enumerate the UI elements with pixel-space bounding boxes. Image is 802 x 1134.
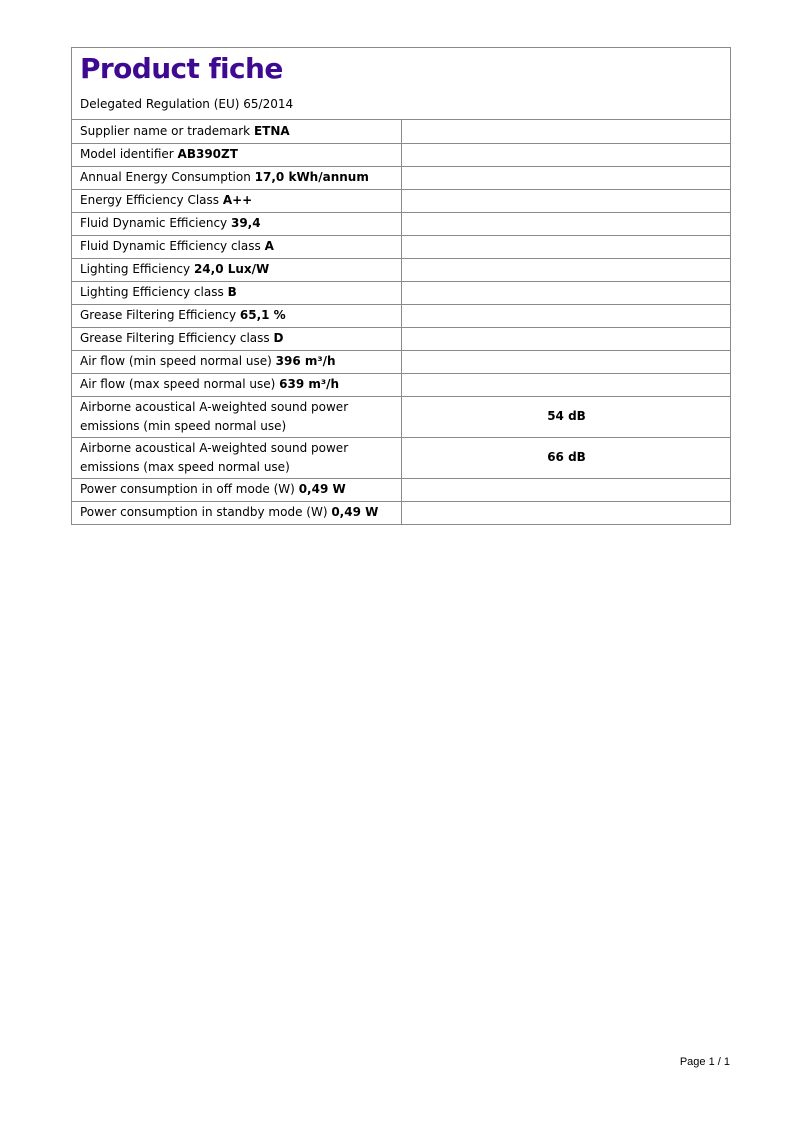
table-row xyxy=(72,166,731,189)
row-value: 39,4 xyxy=(230,216,261,230)
product-fiche-sheet xyxy=(71,47,731,525)
row-value-cell xyxy=(402,501,731,524)
table-row xyxy=(72,437,731,478)
row-value-cell xyxy=(402,373,731,396)
row-label: Lighting Efficiency class xyxy=(80,285,224,299)
row-value-cell xyxy=(402,350,731,373)
row-label-cell xyxy=(72,143,402,166)
table-row xyxy=(72,304,731,327)
row-value: A++ xyxy=(222,193,253,207)
row-label: Airborne acoustical A-weighted sound power emissions (max speed normal use) xyxy=(80,440,349,474)
row-label: Energy Efficiency Class xyxy=(80,193,220,207)
table-row xyxy=(72,350,731,373)
row-label: Model identifier xyxy=(80,147,174,161)
row-label: Airborne acoustical A-weighted sound power emissions (min speed normal use) xyxy=(80,399,349,433)
row-label-cell xyxy=(72,258,402,281)
row-label-cell xyxy=(72,327,402,350)
row-label: Air flow (min speed normal use) xyxy=(80,354,272,368)
row-value-cell xyxy=(402,281,731,304)
table-row xyxy=(72,212,731,235)
row-value: B xyxy=(227,285,237,299)
row-label-cell xyxy=(72,437,402,478)
row-value: 24,0 Lux/W xyxy=(193,262,270,276)
table-row xyxy=(72,235,731,258)
regulation-subtitle: Delegated Regulation (EU) 65/2014 xyxy=(80,97,294,111)
row-label-cell xyxy=(72,396,402,437)
row-label-cell xyxy=(72,281,402,304)
row-value-cell xyxy=(402,143,731,166)
table-row xyxy=(72,258,731,281)
row-value-cell: 66 dB xyxy=(402,437,731,478)
row-value-cell xyxy=(402,189,731,212)
row-value: D xyxy=(273,331,284,345)
table-row xyxy=(72,120,731,143)
row-label-cell xyxy=(72,166,402,189)
row-label-cell xyxy=(72,120,402,143)
row-label-cell xyxy=(72,235,402,258)
row-value: 17,0 kWh/annum xyxy=(254,170,369,184)
row-value-cell xyxy=(402,235,731,258)
row-label: Power consumption in off mode (W) xyxy=(80,482,295,496)
row-value: A xyxy=(264,239,274,253)
row-value-cell xyxy=(402,120,731,143)
page-number: Page 1 / 1 xyxy=(679,1056,730,1068)
row-value-cell xyxy=(402,304,731,327)
row-label: Grease Filtering Efficiency xyxy=(80,308,237,322)
row-value: ETNA xyxy=(253,123,290,138)
row-value: 639 m³/h xyxy=(279,377,340,391)
row-label: Air flow (max speed normal use) xyxy=(80,377,276,391)
table-row xyxy=(72,501,731,524)
row-value-cell: 54 dB xyxy=(402,396,731,437)
table-row xyxy=(72,281,731,304)
row-value: AB390ZT xyxy=(177,147,238,161)
row-value-cell xyxy=(402,212,731,235)
row-label: Lighting Efficiency xyxy=(80,262,191,276)
row-label-cell xyxy=(72,478,402,501)
row-value-cell xyxy=(402,258,731,281)
table-row xyxy=(72,478,731,501)
row-value-cell xyxy=(402,478,731,501)
row-label-cell xyxy=(72,350,402,373)
row-value: 0,49 W xyxy=(331,505,379,519)
table-row xyxy=(72,143,731,166)
table-row xyxy=(72,396,731,437)
row-label: Fluid Dynamic Efficiency xyxy=(80,216,228,230)
row-label-cell xyxy=(72,212,402,235)
row-label-cell xyxy=(72,501,402,524)
table-row xyxy=(72,189,731,212)
page-title: Product fiche xyxy=(80,52,283,85)
row-label: Fluid Dynamic Efficiency class xyxy=(80,239,261,253)
row-value-cell xyxy=(402,327,731,350)
row-value: 0,49 W xyxy=(298,482,346,496)
row-label: Supplier name or trademark xyxy=(80,123,251,138)
fiche-header xyxy=(71,48,731,120)
row-label-cell xyxy=(72,373,402,396)
row-value: 65,1 % xyxy=(239,308,286,322)
row-value: 396 m³/h xyxy=(275,354,336,368)
fiche-table xyxy=(71,120,731,525)
row-label-cell xyxy=(72,189,402,212)
table-row xyxy=(72,373,731,396)
row-value-cell xyxy=(402,166,731,189)
row-label-cell xyxy=(72,304,402,327)
row-label: Grease Filtering Efficiency class xyxy=(80,331,270,345)
row-label: Annual Energy Consumption xyxy=(80,170,251,184)
table-row xyxy=(72,327,731,350)
row-label: Power consumption in standby mode (W) xyxy=(80,505,328,519)
